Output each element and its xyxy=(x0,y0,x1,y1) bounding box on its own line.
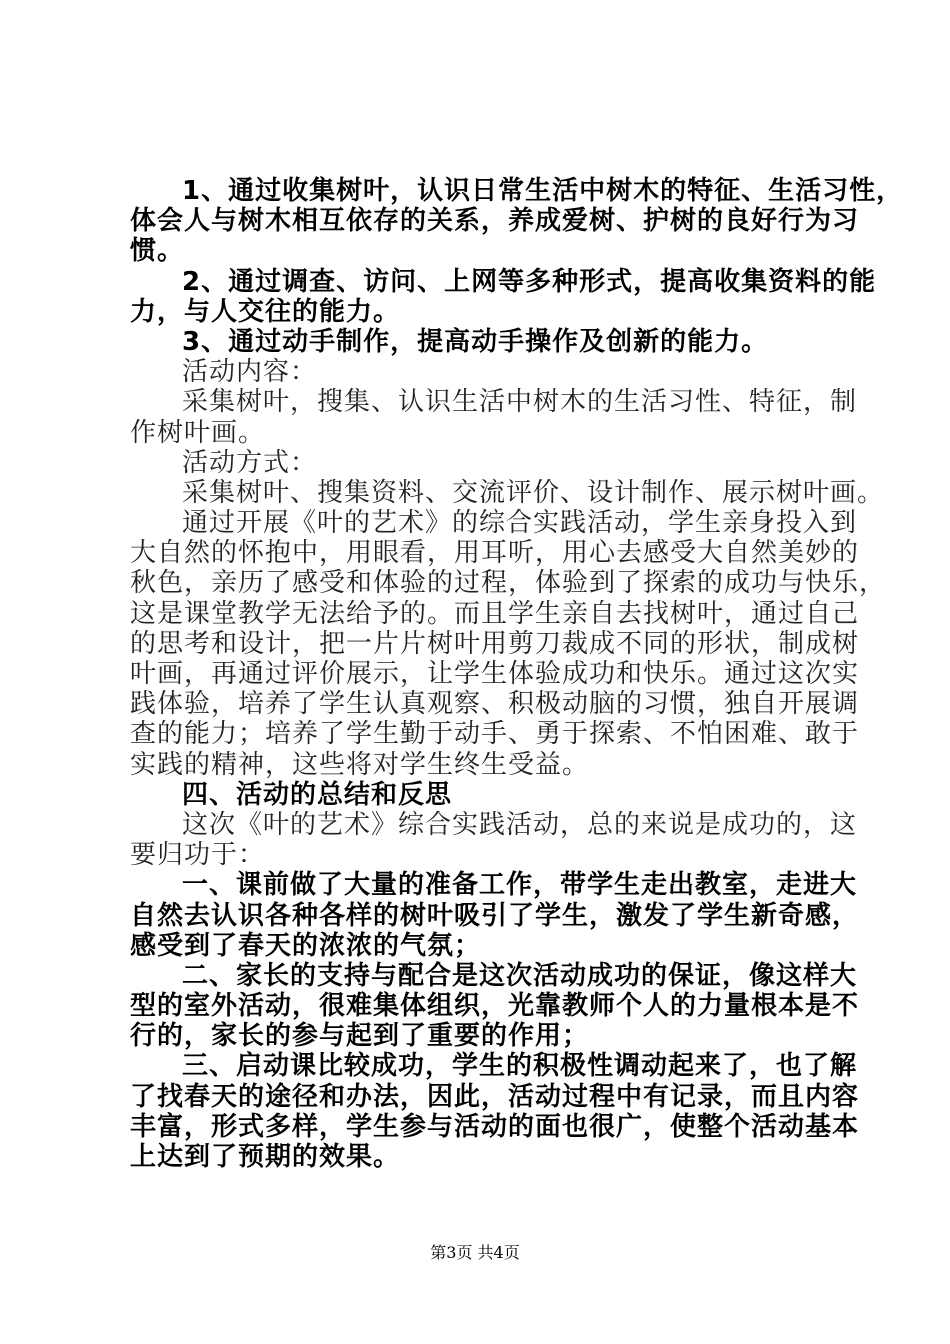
paragraph-line: 惯。 xyxy=(130,236,185,267)
paragraph-line: 1、通过收集树叶，认识日常生活中树木的特征、生活习性， xyxy=(182,176,904,206)
paragraph-line: 丰富，形式多样，学生参与活动的面也很广，使整个活动基本 xyxy=(130,1111,860,1142)
document-body xyxy=(130,176,904,1172)
paragraph-line: 实践的精神，这些将对学生终生受益。 xyxy=(130,749,590,780)
paragraph-line: 感受到了春天的浓浓的气氛； xyxy=(130,930,482,961)
paragraph-line: 自然去认识各种各样的树叶吸引了学生，激发了学生新奇感， xyxy=(130,900,860,931)
paragraph-line: 大自然的怀抱中，用眼看，用耳听，用心去感受大自然美妙的 xyxy=(130,538,860,569)
paragraph-line: 3、通过动手制作，提高动手操作及创新的能力。 xyxy=(182,326,769,357)
paragraph-line: 作树叶画。 xyxy=(130,417,266,448)
paragraph-line: 一、课前做了大量的准备工作，带学生走出教室，走进大 xyxy=(182,870,858,901)
paragraph-line: 叶画，再通过评价展示，让学生体验成功和快乐。通过这次实 xyxy=(130,659,860,689)
paragraph-line: 要归功于： xyxy=(130,840,266,871)
paragraph-line: 这是课堂教学无法给予的。而且学生亲自去找树叶，通过自己 xyxy=(130,598,860,629)
paragraph-line: 采集树叶、搜集资料、交流评价、设计制作、展示树叶画。 xyxy=(182,477,885,508)
paragraph-line: 通过开展《叶的艺术》的综合实践活动，学生亲身投入到 xyxy=(182,508,858,539)
paragraph-line: 秋色，亲历了感受和体验的过程，体验到了探索的成功与快乐， xyxy=(130,568,887,599)
paragraph-line: 力，与人交往的能力。 xyxy=(130,296,401,327)
paragraph-line: 三、启动课比较成功，学生的积极性调动起来了，也了解 xyxy=(182,1051,858,1082)
paragraph-line: 采集树叶，搜集、认识生活中树木的生活习性、特征，制 xyxy=(182,387,858,418)
section-label: 活动内容： xyxy=(182,357,318,388)
paragraph-line: 二、家长的支持与配合是这次活动成功的保证，像这样大 xyxy=(182,960,858,991)
paragraph-line: 这次《叶的艺术》综合实践活动，总的来说是成功的，这 xyxy=(182,809,858,840)
paragraph-line: 查的能力；培养了学生勤于动手、勇于探索、不怕困难、敢于 xyxy=(130,719,860,750)
paragraph-line: 践体验，培养了学生认真观察、积极动脑的习惯，独自开展调 xyxy=(130,689,860,720)
paragraph-line: 行的，家长的参与起到了重要的作用； xyxy=(130,1021,590,1052)
paragraph-line: 的思考和设计，把一片片树叶用剪刀裁成不同的形状，制成树 xyxy=(130,628,860,659)
page-number-footer: 第3页 共4页 xyxy=(430,1243,520,1262)
section-label: 活动方式： xyxy=(182,447,318,478)
paragraph-line: 2、通过调查、访问、上网等多种形式，提高收集资料的能 xyxy=(182,266,877,297)
paragraph-line: 体会人与树木相互依存的关系，养成爱树、护树的良好行为习 xyxy=(130,206,860,237)
paragraph-line: 型的室外活动，很难集体组织，光靠教师个人的力量根本是不 xyxy=(130,991,860,1022)
section-heading: 四、活动的总结和反思 xyxy=(182,779,453,810)
paragraph-line: 了找春天的途径和办法，因此，活动过程中有记录，而且内容 xyxy=(130,1081,860,1112)
paragraph-line: 上达到了预期的效果。 xyxy=(130,1142,401,1172)
